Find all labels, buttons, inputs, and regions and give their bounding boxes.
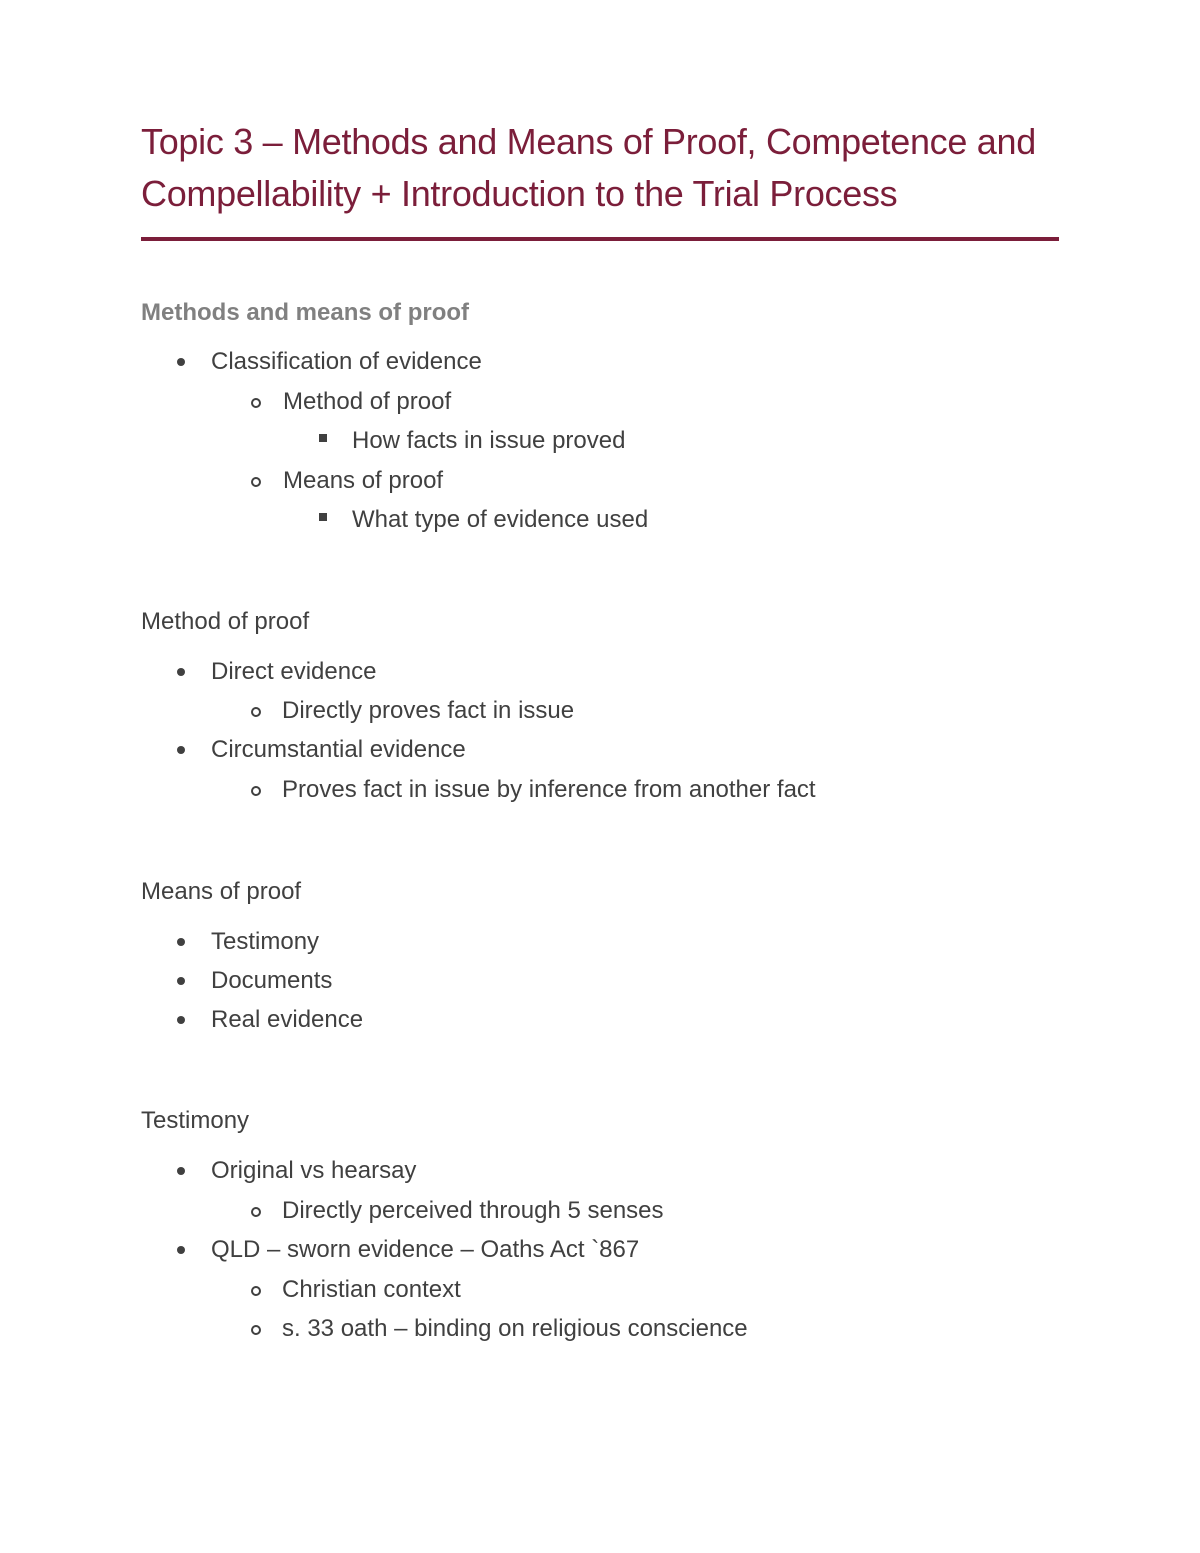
list-item: Documents [211, 967, 333, 994]
list-item: Direct evidence [211, 658, 377, 685]
list-item: What type of evidence used [352, 506, 649, 533]
list-item: Directly perceived through 5 senses [282, 1197, 664, 1224]
list-item: Original vs hearsay [211, 1157, 417, 1184]
list-item: Means of proof [283, 467, 444, 494]
bullet-icon [177, 1246, 185, 1254]
section-heading-testimony: Testimony [141, 1107, 250, 1134]
circle-bullet-icon [251, 477, 261, 487]
circle-bullet-icon [251, 1325, 261, 1335]
square-bullet-icon [319, 513, 327, 521]
bullet-icon [177, 358, 185, 366]
list-item: s. 33 oath – binding on religious conscience [282, 1315, 748, 1342]
section-heading-methods-and-means: Methods and means of proof [141, 299, 470, 326]
section-heading-method-of-proof: Method of proof [141, 608, 310, 635]
circle-bullet-icon [251, 786, 261, 796]
document-title: Topic 3 – Methods and Means of Proof, Competence and Compellability + Introduction to the Trial Process [141, 121, 1036, 214]
section-heading-means-of-proof: Means of proof [141, 878, 302, 905]
title-underline [141, 237, 1059, 241]
list-item: Classification of evidence [211, 348, 482, 375]
list-item: Christian context [282, 1276, 461, 1303]
circle-bullet-icon [251, 1207, 261, 1217]
circle-bullet-icon [251, 1286, 261, 1296]
bullet-icon [177, 746, 185, 754]
list-item: Directly proves fact in issue [282, 697, 575, 724]
bullet-icon [177, 668, 185, 676]
bullet-icon [177, 1016, 185, 1024]
list-item: QLD – sworn evidence – Oaths Act `867 [211, 1236, 640, 1263]
circle-bullet-icon [251, 707, 261, 717]
bullet-icon [177, 1167, 185, 1175]
list-item: Real evidence [211, 1006, 364, 1033]
circle-bullet-icon [251, 398, 261, 408]
square-bullet-icon [319, 434, 327, 442]
bullet-icon [177, 938, 185, 946]
list-item: Method of proof [283, 388, 452, 415]
bullet-icon [177, 977, 185, 985]
list-item: How facts in issue proved [352, 427, 626, 454]
list-item: Circumstantial evidence [211, 736, 466, 763]
list-item: Proves fact in issue by inference from another fact [282, 776, 816, 803]
list-item: Testimony [211, 928, 320, 955]
